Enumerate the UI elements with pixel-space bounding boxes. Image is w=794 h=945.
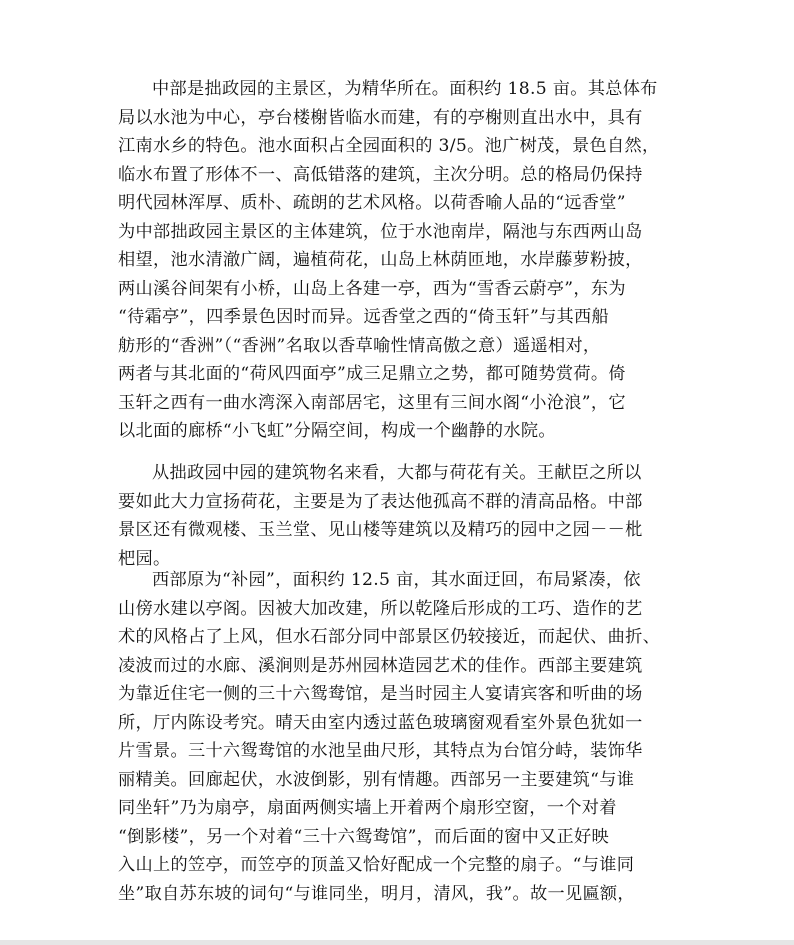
paragraph-west-garden xyxy=(118,566,698,908)
text-line: 玉轩之西有一曲水湾深入南部居宅，这里有三间水阁“小沧浪”，它 xyxy=(118,392,626,413)
text-line: 为中部拙政园主景区的主体建筑，位于水池南岸，隔池与东西两山岛 xyxy=(118,221,643,242)
text-line: 入山上的笠亭，而笠亭的顶盖又恰好配成一个完整的扇子。“与谁同 xyxy=(118,855,635,875)
text-line: “待霜亭”，四季景色因时而异。远香堂之西的“倚玉轩”与其西船 xyxy=(118,307,610,327)
text-line: 局以水池为中心，亭台楼榭皆临水而建，有的亭榭则直出水中，具有 xyxy=(118,107,643,128)
text-line: 片雪景。三十六鸳鸯馆的水池呈曲尺形，其特点为台馆分峙，装饰华 xyxy=(118,741,643,761)
text-line: 中部是拙政园的主景区，为精华所在。面积约 18.5 亩。其总体布 xyxy=(152,79,658,99)
text-line: 以北面的廊桥“小飞虹”分隔空间，构成一个幽静的水院。 xyxy=(118,421,556,441)
paragraph-building-names xyxy=(118,459,698,573)
text-line: 明代园林浑厚、质朴、疏朗的艺术风格。以荷香喻人品的“远香堂” xyxy=(118,193,626,213)
text-line: 杷园。 xyxy=(118,548,171,569)
text-line: 丽精美。回廊起伏，水波倒影，别有情趣。西部另一主要建筑“与谁 xyxy=(118,769,635,790)
text-line: 景区还有微观楼、玉兰堂、见山楼等建筑以及精巧的园中之园－－枇 xyxy=(118,520,643,540)
text-line: 同坐轩”乃为扇亭，扇面两侧实墙上开着两个扇形空窗，一个对着 xyxy=(118,798,617,818)
text-line: 临水布置了形体不一、高低错落的建筑，主次分明。总的格局仍保持 xyxy=(118,164,643,185)
paragraph-central-garden xyxy=(118,75,698,446)
text-line: 要如此大力宣扬荷花，主要是为了表达他孤高不群的清高品格。中部 xyxy=(118,491,643,512)
text-line: 所，厅内陈设考究。晴天由室内透过蓝色玻璃窗观看室外景色犹如一 xyxy=(118,712,643,733)
text-line: “倒影楼”，另一个对着“三十六鸳鸯馆”，而后面的窗中又正好映 xyxy=(118,826,610,847)
text-line: 坐”取自苏东坡的词句“与谁同坐，明月，清风，我”。故一见匾额， xyxy=(118,883,635,904)
text-line: 两山溪谷间架有小桥，山岛上各建一亭，西为“雪香云蔚亭”，东为 xyxy=(118,278,626,299)
text-line: 两者与其北面的“荷风四面亭”成三足鼎立之势，都可随势赏荷。倚 xyxy=(118,364,626,384)
text-line: 术的风格占了上风，但水石部分同中部景区仍较接近，而起伏、曲折、 xyxy=(118,627,661,647)
text-line: 从拙政园中园的建筑物名来看，大都与荷花有关。王献臣之所以 xyxy=(152,463,642,483)
text-line: 凌波而过的水廊、溪涧则是苏州园林造园艺术的佳作。西部主要建筑 xyxy=(118,655,643,676)
text-line: 山傍水建以亭阁。因被大加改建，所以乾隆后形成的工巧、造作的艺 xyxy=(118,598,643,619)
text-line: 舫形的“香洲”（“香洲”名取以香草喻性情高傲之意）遥遥相对， xyxy=(118,335,601,356)
text-line: 相望，池水清澈广阔，遍植荷花，山岛上林荫匝地，水岸藤萝粉披， xyxy=(118,250,643,270)
text-line: 西部原为“补园”，面积约 12.5 亩，其水面迂回，布局紧凑，依 xyxy=(152,570,641,590)
text-line: 江南水乡的特色。池水面积占全园面积的 3/5。池广树茂，景色自然， xyxy=(118,136,660,156)
text-line: 为靠近住宅一侧的三十六鸳鸯馆，是当时园主人宴请宾客和听曲的场 xyxy=(118,684,643,704)
page-bottom-edge xyxy=(0,940,794,945)
